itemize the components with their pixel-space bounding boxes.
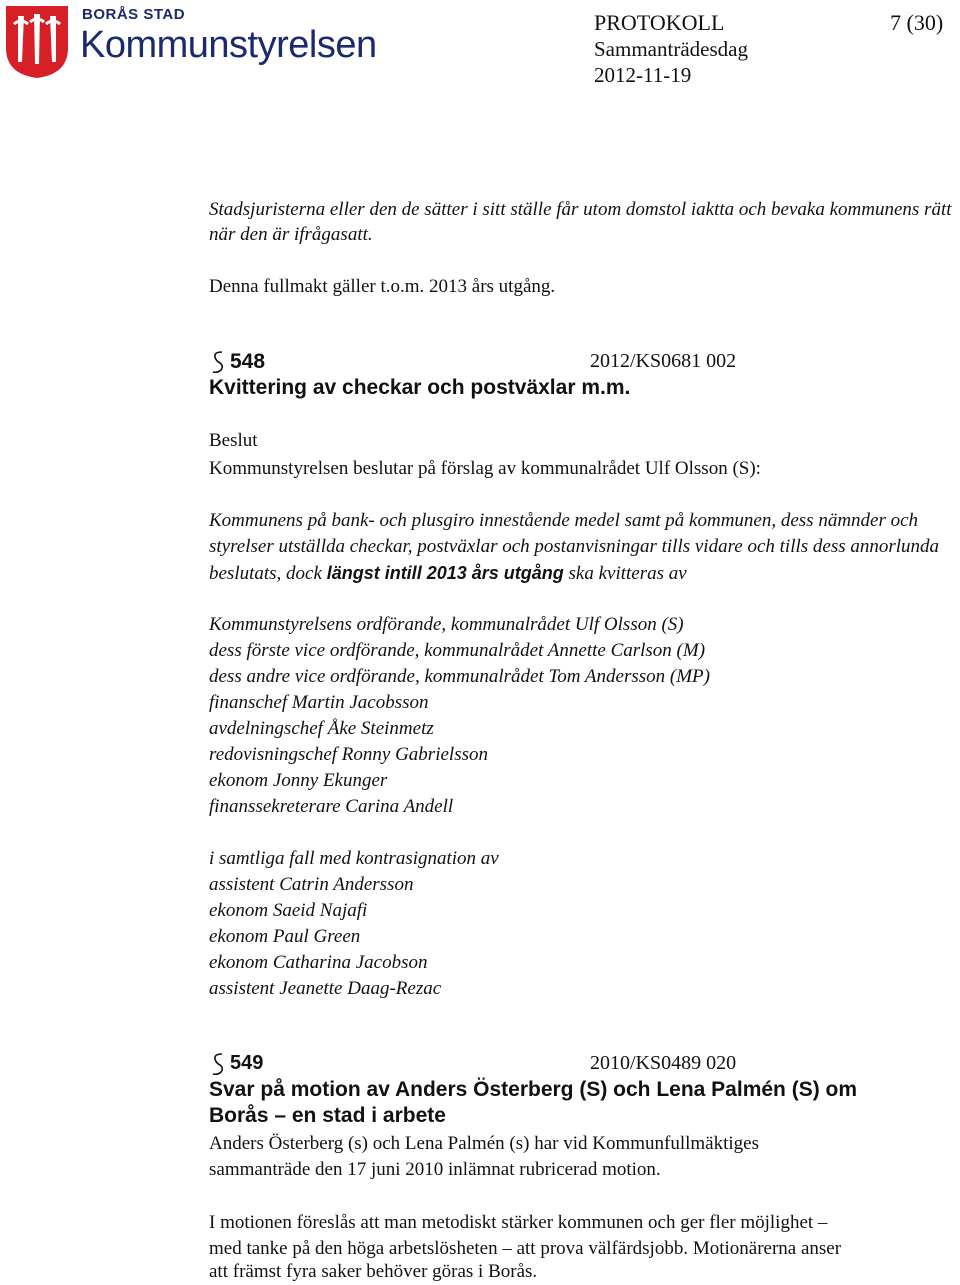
decision-para-line-3 xyxy=(209,560,687,587)
item-549-para-2-line-1: I motionen föreslås att man metodiskt stärker kommunen och ger fler möjlighet – xyxy=(209,1212,828,1233)
countersigner-3: ekonom Paul Green xyxy=(209,926,361,947)
item-549-para-1-line-2: sammanträde den 17 juni 2010 inlämnat rubricerad motion. xyxy=(209,1159,661,1180)
meeting-type: Sammanträdesdag xyxy=(594,37,748,61)
decision-para-deadline: längst intill 2013 års utgång xyxy=(326,563,564,583)
countersigner-1: assistent Catrin Andersson xyxy=(209,874,414,895)
item-549-case-number: 2010/KS0489 020 xyxy=(590,1052,737,1074)
decision-para-line-3-post: ska kvitteras av xyxy=(563,563,687,584)
countersigner-4: ekonom Catharina Jacobson xyxy=(209,952,428,973)
signer-4: finanschef Martin Jacobsson xyxy=(209,692,429,713)
item-548-number: 548 xyxy=(230,350,266,373)
signer-5: avdelningschef Åke Steinmetz xyxy=(209,718,434,739)
signer-3: dess andre vice ordförande, kommunalrådet Tom Andersson (MP) xyxy=(209,666,710,687)
org-name-large: Kommunstyrelsen xyxy=(80,24,377,66)
signer-8: finanssekreterare Carina Andell xyxy=(209,796,454,817)
meeting-date: 2012-11-19 xyxy=(594,63,692,87)
signer-1: Kommunstyrelsens ordförande, kommunalrådet Ulf Olsson (S) xyxy=(209,614,684,635)
page-number: 7 (30) xyxy=(890,10,944,35)
section-marker-icon xyxy=(211,350,225,374)
doc-type: PROTOKOLL xyxy=(594,10,725,35)
signer-7: ekonom Jonny Ekunger xyxy=(209,770,388,791)
validity-text: Denna fullmakt gäller t.o.m. 2013 års utgång. xyxy=(209,276,556,297)
item-549-para-2-line-3: att främst fyra saker behöver göras i Borås. xyxy=(209,1261,538,1282)
countersigner-5: assistent Jeanette Daag-Rezac xyxy=(209,978,442,999)
signer-2: dess förste vice ordförande, kommunalrådet Annette Carlson (M) xyxy=(209,640,706,661)
boras-coat-of-arms-logo xyxy=(4,4,70,80)
decision-para-line-1: Kommunens på bank- och plusgiro innestående medel samt på kommunen, dess nämnder och xyxy=(209,510,919,531)
decision-para-line-2: styrelser utställda checkar, postväxlar och postanvisningar tills vidare och tills dess annorlunda xyxy=(209,536,940,557)
item-549-title-line-1: Svar på motion av Anders Österberg (S) och Lena Palmén (S) om xyxy=(209,1078,858,1101)
item-549-title-line-2: Borås – en stad i arbete xyxy=(209,1104,446,1127)
item-549-para-1-line-1: Anders Österberg (s) och Lena Palmén (s) har vid Kommunfullmäktiges xyxy=(209,1133,759,1154)
decision-para-line-3-pre: beslutats, dock xyxy=(209,563,327,584)
section-marker-icon xyxy=(211,1052,225,1076)
item-548-case-number: 2012/KS0681 002 xyxy=(590,350,737,372)
org-name-small: BORÅS STAD xyxy=(82,6,186,23)
countersign-heading: i samtliga fall med kontrasignation av xyxy=(209,848,499,869)
countersigner-2: ekonom Saeid Najafi xyxy=(209,900,368,921)
intro-line-2: när den är ifrågasatt. xyxy=(209,224,373,245)
item-549-para-2-line-2: med tanke på den höga arbetslösheten – att prova välfärdsjobb. Motionärerna anser xyxy=(209,1238,842,1259)
decision-heading: Beslut xyxy=(209,430,258,451)
item-549-number: 549 xyxy=(230,1052,264,1074)
signer-6: redovisningschef Ronny Gabrielsson xyxy=(209,744,488,765)
decision-text: Kommunstyrelsen beslutar på förslag av kommunalrådet Ulf Olsson (S): xyxy=(209,458,761,479)
intro-line-1: Stadsjuristerna eller den de sätter i sitt ställe får utom domstol iaktta och bevaka kommunens rätt xyxy=(209,199,952,220)
item-548-title: Kvittering av checkar och postväxlar m.m. xyxy=(209,376,631,399)
